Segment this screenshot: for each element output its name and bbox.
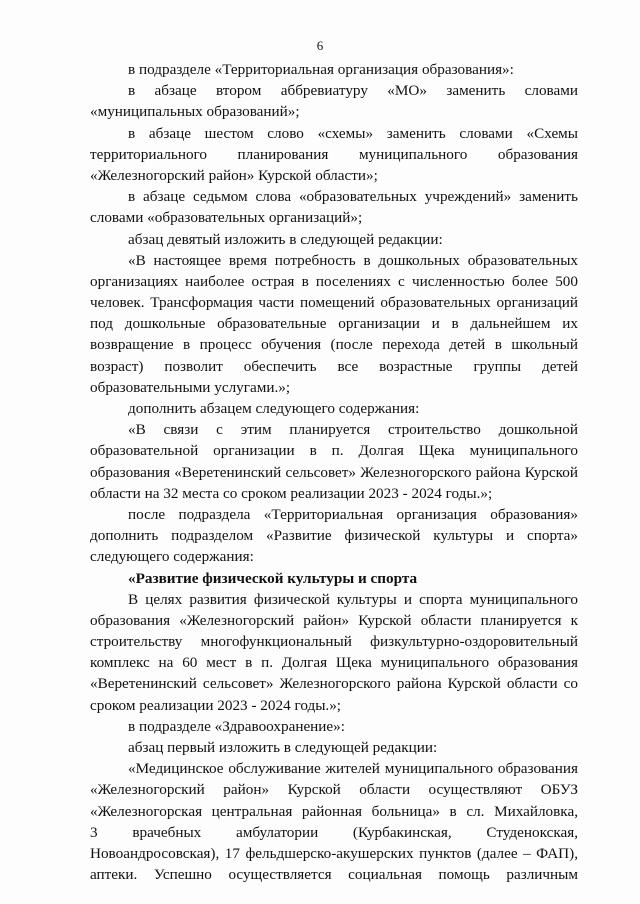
text-line: в абзаце шестом слово «схемы» заменить словами «Схемы <box>128 124 578 142</box>
text-line: территориального планирования муниципального образования <box>90 145 578 163</box>
text-line: «Железногорская центральная районная больница» в сл. Михайловка, <box>90 802 578 820</box>
text-line: «Медицинское обслуживание жителей муниципального образования <box>128 760 578 778</box>
text-line: Новоандросовская), 17 фельдшерско-акушерских пунктов (далее – ФАП), <box>90 844 578 862</box>
text-line: «Железногорский район» Курской области осуществляют ОБУЗ <box>90 781 578 799</box>
text-line: под дошкольные образовательные организации и в дальнейшем их <box>90 315 578 333</box>
text-line: образовательной организации в п. Долгая Щека муниципального <box>90 442 578 460</box>
text-line: в абзаце втором аббревиатуру «МО» заменить словами <box>128 82 578 100</box>
text-line: в подразделе «Здравоохранение»: <box>128 717 345 735</box>
text-line: возвращение в процесс обучения (после перехода детей в школьный <box>90 336 578 354</box>
text-line: после подраздела «Территориальная организация образования» <box>128 505 578 523</box>
text-line: в подразделе «Территориальная организация образования»: <box>128 61 514 78</box>
text-line: абзац девятый изложить в следующей редакции: <box>128 230 443 248</box>
text-line: аптеки. Успешно осуществляется социальная помощь различным <box>90 866 578 884</box>
text-line: образования «Железногорский район» Курской области планируется к <box>90 611 578 629</box>
text-line: в абзаце седьмом слова «образовательных учреждений» заменить <box>128 188 578 206</box>
text-line: области на 32 места со сроком реализации 2023 - 2024 годы.»; <box>90 484 493 502</box>
text-line: «Железногорский район» Курской области»; <box>90 166 378 184</box>
text-line: 3 врачебных амбулатории (Курбакинская, Студенокская, <box>90 823 578 841</box>
document-body <box>90 59 578 885</box>
text-line: «В связи с этим планируется строительство дошкольной <box>128 421 578 439</box>
text-line: организациях наиболее острая в поселениях с численностью более 500 <box>90 272 578 290</box>
text-line: возраст) позволит обеспечить все возрастные группы детей <box>90 357 578 375</box>
text-line: словами «образовательных организаций»; <box>90 209 363 227</box>
text-line: «В настоящее время потребность в дошкольных образовательных <box>128 251 578 269</box>
text-line: дополнить подразделом «Развитие физической культуры и спорта» <box>90 527 578 545</box>
text-line: «муниципальных образований»; <box>90 103 300 121</box>
text-line: образовательными услугами.»; <box>90 378 291 396</box>
text-line: человек. Трансформация части помещений образовательных организаций <box>90 294 578 312</box>
text-line: «Веретенинский сельсовет» Железногорского района Курской области со <box>90 675 578 693</box>
text-line: дополнить абзацем следующего содержания: <box>128 400 420 417</box>
page-number: 6 <box>316 38 324 53</box>
text-line: В целях развития физической культуры и спорта муниципального <box>128 590 578 608</box>
text-line: сроком реализации 2023 - 2024 годы.»; <box>90 696 342 714</box>
text-line: комплекс на 60 мест в п. Долгая Щека муниципального образования <box>90 654 578 672</box>
text-line: строительству многофункциональный физкультурно-оздоровительный <box>90 633 578 651</box>
text-line: следующего содержания: <box>90 548 254 566</box>
section-heading: «Развитие физической культуры и спорта <box>128 569 418 587</box>
text-line: абзац первый изложить в следующей редакции: <box>128 739 438 756</box>
text-line: образования «Веретенинский сельсовет» Железногорского района Курской <box>90 463 578 481</box>
